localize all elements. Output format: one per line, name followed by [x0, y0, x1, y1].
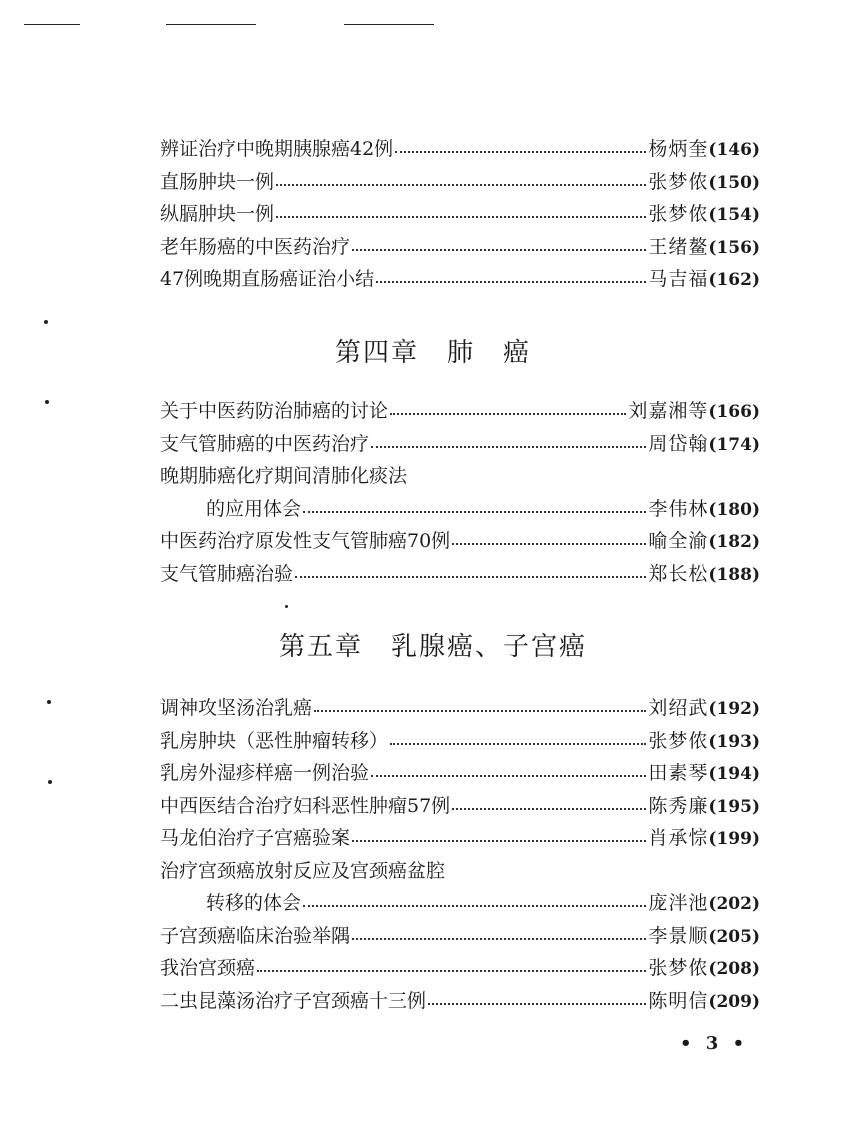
dot-leader: [390, 413, 626, 415]
toc-entry-author: 陈秀廉: [648, 794, 709, 817]
toc-entry-title: 我治宫颈癌: [160, 957, 256, 979]
toc-entry: [160, 263, 760, 296]
scan-speck: [44, 320, 48, 324]
toc-entry-page: (146): [708, 140, 760, 160]
toc-entry-author: 李伟林: [648, 497, 709, 520]
dot-leader: [303, 905, 646, 907]
toc-entry-title: 子宫颈癌临床治验举隅: [160, 924, 351, 947]
toc-entry: [160, 952, 760, 985]
dot-leader: [390, 743, 646, 745]
toc-entry-title: 直肠肿块一例: [160, 170, 275, 193]
toc-entry-page: (202): [708, 894, 760, 914]
toc-entry-author: 张梦侬: [648, 729, 709, 752]
toc-section-b: [160, 395, 760, 590]
toc-entry-author: 张梦侬: [648, 203, 709, 225]
toc-entry: [160, 525, 760, 558]
toc-entry: [160, 887, 760, 920]
toc-entry-title: 马龙伯治疗子宫癌验案: [160, 827, 351, 849]
toc-entry: [160, 460, 760, 493]
toc-entry-page: (199): [708, 829, 760, 849]
dot-leader: [452, 808, 646, 810]
toc-entry: [160, 757, 760, 790]
toc-entry-author: 马吉福: [648, 268, 709, 290]
toc-entry-page: (166): [708, 402, 760, 422]
toc-entry-title: 调神攻坚汤治乳癌: [160, 697, 313, 719]
header-rule: [166, 24, 256, 25]
dot-leader: [395, 151, 646, 153]
toc-entry-page: (192): [708, 699, 760, 719]
toc-entry-author: 张梦侬: [648, 957, 709, 979]
dot-leader: [295, 576, 646, 578]
header-rule: [24, 24, 80, 25]
toc-entry-page: (180): [708, 499, 760, 520]
toc-entry-page: (150): [708, 172, 760, 193]
dot-leader: [276, 184, 646, 186]
toc-section-a: [160, 133, 760, 296]
toc-entry-title: 支气管肺癌的中医药治疗: [160, 432, 370, 455]
toc-entry-author: 刘嘉湘等: [628, 400, 709, 422]
toc-entry-author: 李景顺: [648, 924, 709, 947]
toc-entry-title: 的应用体会: [206, 497, 302, 520]
toc-entry-author: 王绪鳌: [648, 235, 709, 258]
dot-leader: [452, 543, 646, 545]
scan-speck: [47, 700, 51, 704]
toc-entry: [160, 558, 760, 591]
toc-entry-title: 关于中医药防治肺癌的讨论: [160, 400, 389, 422]
dot-leader: [376, 281, 646, 283]
header-rule: [344, 24, 434, 25]
toc-entry-page: (195): [708, 796, 760, 817]
dot-leader: [276, 216, 646, 218]
toc-entry: [160, 790, 760, 823]
toc-entry-page: (194): [708, 764, 760, 784]
toc-entry-author: 肖承悰: [648, 827, 709, 849]
dot-leader: [371, 446, 646, 448]
toc-entry: [160, 428, 760, 461]
toc-entry-page: (205): [708, 926, 760, 947]
toc-entry-title: 乳房肿块（恶性肿瘤转移）: [160, 729, 389, 752]
dot-leader: [428, 1003, 646, 1005]
dot-leader: [314, 710, 646, 712]
toc-entry-author: 张梦侬: [648, 170, 709, 193]
dot-leader: [352, 249, 646, 251]
toc-entry: [160, 166, 760, 199]
toc-entry-author: 郑长松: [648, 562, 709, 585]
chapter-five-heading: 第五章 乳腺癌、子宫癌: [278, 632, 587, 662]
toc-entry: [160, 231, 760, 264]
chapter-four-heading: 第四章 肺 癌: [334, 338, 531, 368]
page-number: • 3 •: [680, 1033, 749, 1054]
toc-entry-author: 周岱翰: [648, 432, 709, 455]
toc-entry: [160, 395, 760, 428]
toc-entry-title: 47例晚期直肠癌证治小结: [160, 268, 375, 290]
toc-entry-author: 刘绍武: [648, 697, 709, 719]
toc-entry-title: 老年肠癌的中医药治疗: [160, 235, 351, 258]
toc-entry-author: 庞泮池: [648, 892, 709, 914]
toc-entry: [160, 133, 760, 166]
toc-entry-page: (209): [708, 991, 760, 1012]
dot-leader: [303, 511, 646, 513]
toc-entry-title: 转移的体会: [206, 892, 302, 914]
toc-entry: [160, 985, 760, 1018]
dot-leader: [352, 938, 646, 940]
dot-leader: [371, 775, 646, 777]
dot-leader: [352, 840, 646, 842]
toc-entry-page: (208): [708, 959, 760, 979]
toc-entry: [160, 920, 760, 953]
toc-entry-title: 乳房外湿疹样癌一例治验: [160, 762, 370, 784]
toc-entry-author: 田素琴: [648, 762, 709, 784]
toc-entry-title: 辨证治疗中晚期胰腺癌42例: [160, 138, 394, 160]
toc-section-c: [160, 692, 760, 1017]
toc-entry-title: 纵膈肿块一例: [160, 203, 275, 225]
toc-entry: [160, 855, 760, 888]
scan-speck: [48, 780, 52, 784]
toc-entry-author: 陈明信: [648, 989, 709, 1012]
toc-entry-title: 中西医结合治疗妇科恶性肿瘤57例: [160, 794, 451, 817]
toc-entry-page: (174): [708, 434, 760, 455]
toc-entry-page: (188): [708, 564, 760, 585]
toc-entry-page: (182): [708, 532, 760, 552]
toc-entry-title: 中医药治疗原发性支气管肺癌70例: [160, 530, 451, 552]
toc-entry-author: 杨炳奎: [648, 138, 709, 160]
dot-leader: [257, 970, 646, 972]
toc-entry: [160, 822, 760, 855]
toc-entry: [160, 725, 760, 758]
toc-entry: [160, 692, 760, 725]
toc-entry-page: (193): [708, 731, 760, 752]
toc-entry-title: 治疗宫颈癌放射反应及宫颈癌盆腔: [160, 859, 446, 882]
toc-entry: [160, 198, 760, 231]
scan-speck: [45, 400, 49, 404]
toc-entry-page: (154): [708, 205, 760, 225]
toc-entry-title: 晚期肺癌化疗期间清肺化痰法: [160, 465, 408, 487]
toc-entry-page: (156): [708, 237, 760, 258]
toc-entry: [160, 493, 760, 526]
toc-entry-author: 喻全渝: [648, 530, 709, 552]
toc-entry-page: (162): [708, 270, 760, 290]
toc-entry-title: 支气管肺癌治验: [160, 562, 294, 585]
toc-entry-title: 二虫昆藻汤治疗子宫颈癌十三例: [160, 989, 427, 1012]
scan-speck: [285, 605, 288, 608]
